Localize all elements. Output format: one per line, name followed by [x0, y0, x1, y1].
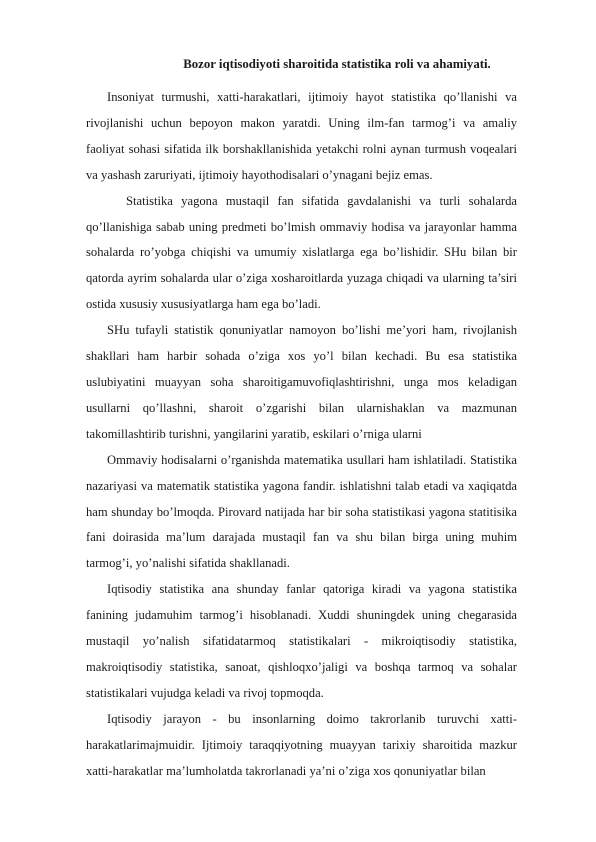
paragraph-4: Ommaviy hodisalarni o’rganishda matematika usullari ham ishlatiladi. Statistika nazariyasi va matematik statistika yagona fandir. ishlatishni talab etadi va xaqiqatda ham shunday bo’lmoqda. Pirovard natijada har bir soha statistikasi yagona statitisika fani doirasida ma’lum darajada mustaqil fan va shu bilan birga uning muhim tarmog’i, yo’nalishi sifatida shakllanadi. [86, 452, 517, 571]
paragraph-1: Insoniyat turmushi, xatti-harakatlari, ijtimoiy hayot statistika qo’llanishi va rivojlanishi uchun bepoyon makon yaratdi. Uning ilm-fan tarmog’i va amaliy faoliyat sohasi sifatida ilk borshakllanishida yetakchi rolni aynan turmush voqealari va yashash zaruriyati, ijtimoiy hayothodisalari o’ynagani bejiz emas. [86, 90, 517, 182]
paragraph-2: Statistika yagona mustaqil fan sifatida gavdalanishi va turli sohalarda qo’llanishiga sabab uning predmeti bo’lmish ommaviy hodisa va jarayonlar hamma sohalarda ro’yobga chiqishi va umumiy xislatlarga ega bo’lishidir. SHu bilan bir qatorda ayrim sohalarda ular o’ziga xosharoitlarda yuzaga chiqadi va ularning ta’siri ostida xususiy xususiyatlarga ham ega bo’ladi. [86, 193, 517, 312]
paragraph-3: SHu tufayli statistik qonuniyatlar namoyon bo’lishi me’yori ham, rivojlanish shakllari ham harbir sohada o’ziga xos yo’l bilan kechadi. Bu esa statistika uslubiyatini muayyan soha sharoitigamuvofiqlashtirishni, unga mos keladigan usullarni qo’llashni, sharoit o’zgarishi bilan ularnishaklan va mazmunan takomillashtirib turishni, yangilarini yaratib, eskilari o’rniga ularni [86, 323, 517, 441]
document-title: Bozor iqtisodiyoti sharoitida statistika roli va ahamiyati. [183, 57, 491, 71]
paragraph-5: Iqtisodiy statistika ana shunday fanlar qatoriga kiradi va yagona statistika fanining judamuhim tarmog’i hisoblanadi. Xuddi shuningdek uning chegarasida mustaqil yo’nalish sifatidatarmoq statistikalari - mikroiqtisodiy statistika, makroiqtisodiy statistika, sanoat, qishloqxo’jaligi va boshqa tarmoq va sohalar statistikalari vujudga keladi va rivoj topmoqda. [86, 582, 517, 700]
document-body [86, 85, 517, 784]
paragraph-6: Iqtisodiy jarayon - bu insonlarning doimo takrorlanib turuvchi xatti-harakatlarimajmuidir. Ijtimoiy taraqqiyotning muayyan tarixiy sharoitida mazkur xatti-harakatlar ma’lumholatda takrorlanadi ya’ni o’ziga xos qonuniyatlar bilan [86, 711, 517, 778]
